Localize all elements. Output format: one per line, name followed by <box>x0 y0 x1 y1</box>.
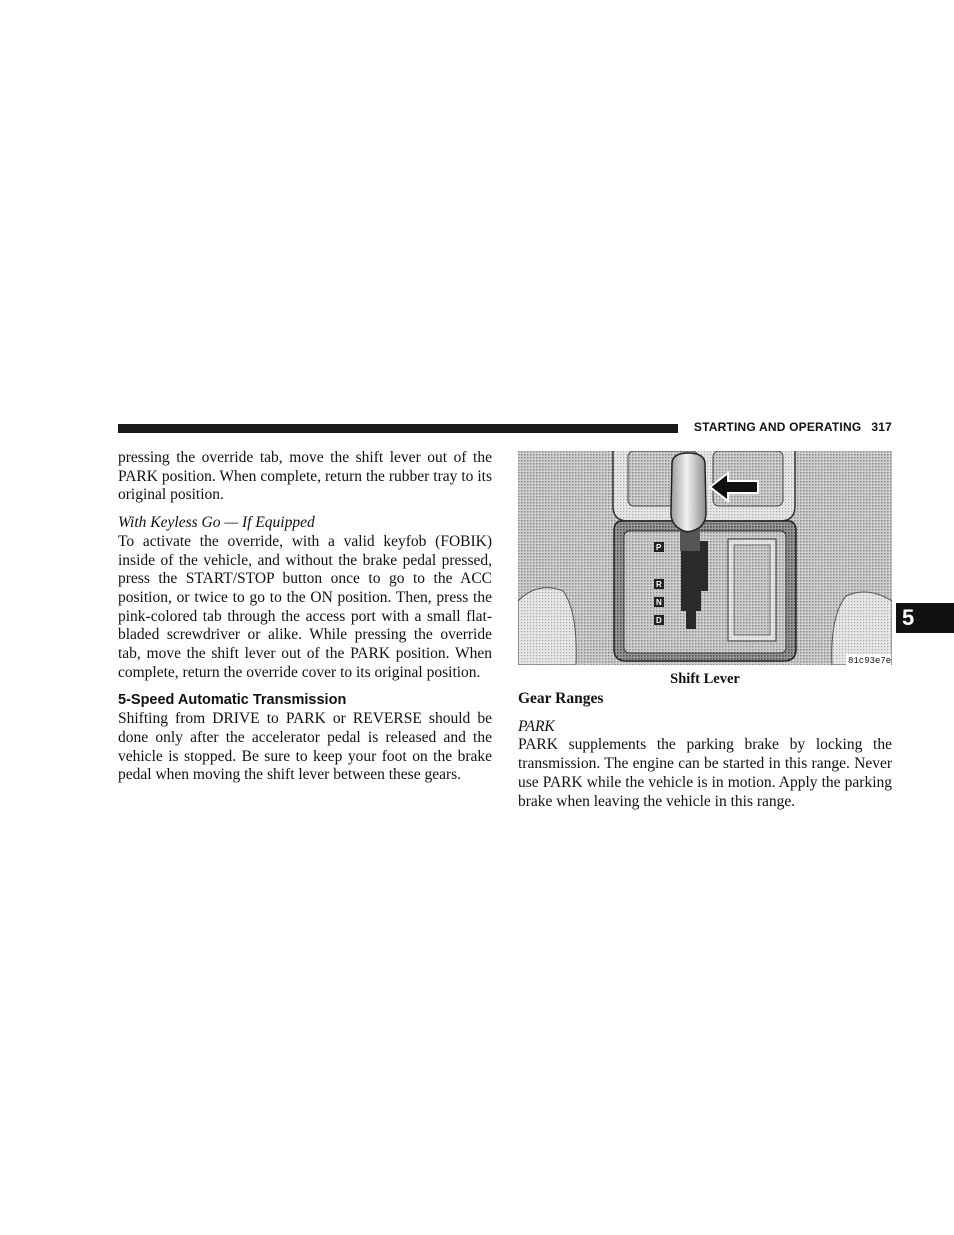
chapter-tab: 5 <box>896 603 954 633</box>
page-number: 317 <box>871 420 892 434</box>
park-heading: PARK <box>518 717 555 735</box>
transmission-heading: 5-Speed Automatic Transmission <box>118 692 347 709</box>
gear-ranges-heading: Gear Ranges <box>518 690 604 707</box>
gate-label-r: R <box>656 580 662 589</box>
shift-lever-figure <box>518 451 892 665</box>
figure-caption: Shift Lever <box>670 671 740 687</box>
section-title: STARTING AND OPERATING <box>693 420 862 434</box>
image-code: 81c93e7e <box>848 656 892 665</box>
left-column <box>118 449 492 785</box>
gate-label-p: P <box>656 543 662 552</box>
running-header <box>688 420 892 434</box>
keyless-go-heading: With Keyless Go — If Equipped <box>118 514 315 532</box>
gate-label-n: N <box>656 598 662 607</box>
shift-lever-illustration <box>518 451 892 665</box>
right-column <box>518 690 892 811</box>
keyless-go-paragraph: To activate the override, with a valid keyfob (FOBIK) inside of the vehicle, and without the brake pedal pressed, press the START/STOP button once to go to the ACC position, or twice to go to the ON position. Then, press the pink-colored tab through the access port with a small flat-bladed screwdriver or alike. While pressing the override tab, move the shift lever out of the PARK position. When complete, return the override cover to its original position. <box>118 532 492 681</box>
park-paragraph: PARK supplements the parking brake by locking the transmission. The engine can be started in this range. Never use PARK while the vehicle is in motion. Apply the parking brake when leaving the vehicle in this range. <box>518 736 892 810</box>
header-rule <box>118 424 678 433</box>
transmission-paragraph: Shifting from DRIVE to PARK or REVERSE should be done only after the accelerator pedal is released and the vehicle is stopped. Be sure to keep your foot on the brake pedal when moving the shift lever between these gears. <box>118 710 492 784</box>
gate-label-d: D <box>656 616 662 625</box>
paragraph-continuation: pressing the override tab, move the shift lever out of the PARK position. When complete, return the rubber tray to its original position. <box>118 449 492 504</box>
